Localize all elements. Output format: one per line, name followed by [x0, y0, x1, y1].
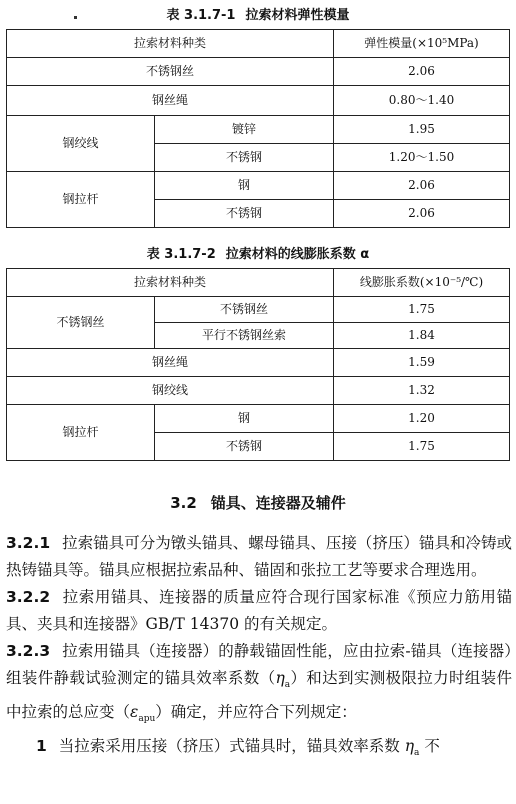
table-row: [7, 405, 510, 433]
table-row: [7, 58, 510, 86]
table-row: [7, 172, 510, 200]
thermal-expansion-table: [6, 268, 510, 461]
material-group: 钢拉杆: [7, 405, 155, 461]
eta-symbol: η: [404, 737, 415, 756]
clause-text: 拉索用锚具、连接器的质量应符合现行国家标准《预应力筋用锚具、夹具和连接器》GB/T 14370 的有关规定。: [6, 588, 512, 633]
material-subtype: 不锈钢: [155, 433, 334, 461]
material-value: 2.06: [334, 58, 510, 86]
table1-title: 拉索材料弹性模量: [245, 8, 350, 23]
clause-text-b: ）和达到实测极限拉力时组装件中拉索的总应变（: [6, 669, 512, 722]
clause-text-c: ）确定，并应符合下列规定：: [155, 703, 357, 722]
clause-3-2-1: [6, 530, 512, 584]
item-tail: 不: [419, 737, 440, 756]
material-group: 不锈钢丝: [7, 297, 155, 349]
material-value: 1.20～1.50: [334, 144, 510, 172]
material-subtype: 平行不锈钢丝索: [155, 323, 334, 349]
eta-subscript: a: [284, 680, 291, 691]
material-value: 2.06: [334, 172, 510, 200]
elastic-modulus-table: [6, 29, 510, 228]
eta-subscript: a: [414, 748, 420, 759]
clause-text: 拉索锚具可分为镦头锚具、螺母锚具、压接（挤压）锚具和冷铸或热铸锚具等。锚具应根据拉索品种、锚固和张拉工艺等要求合理选用。: [6, 534, 512, 579]
material-subtype: 钢: [155, 405, 334, 433]
table-row: [7, 116, 510, 144]
clause-text-a: 拉索用锚具（连接器）的静载锚固性能，应由拉索-锚具（连接器）组装件静载试验测定的锚具效率系数（: [6, 642, 512, 687]
header-material: 拉索材料种类: [7, 269, 334, 297]
item-number: 1: [36, 737, 47, 756]
material-group: 钢拉杆: [7, 172, 155, 228]
header-material: 拉索材料种类: [7, 30, 334, 58]
epsilon-symbol: ε: [130, 703, 139, 722]
material-value: 2.06: [334, 200, 510, 228]
material-name: 钢丝绳: [7, 86, 334, 116]
section-heading: [0, 492, 516, 513]
clause-number: 3.2.1: [6, 534, 51, 552]
material-value: 1.84: [334, 323, 510, 349]
table2-title: 拉索材料的线膨胀系数 α: [225, 247, 370, 262]
material-value: 1.20: [334, 405, 510, 433]
material-subtype: 不锈钢丝: [155, 297, 334, 323]
table1-caption: [0, 4, 516, 23]
table-row: [7, 377, 510, 405]
material-name: 不锈钢丝: [7, 58, 334, 86]
material-name: 钢丝绳: [7, 349, 334, 377]
header-value: 弹性模量(×10⁵MPa): [334, 30, 510, 58]
clause-number: 3.2.3: [6, 642, 51, 660]
material-value: 1.59: [334, 349, 510, 377]
material-subtype: 不锈钢: [155, 200, 334, 228]
clause-3-2-3: [6, 638, 512, 733]
clause-item-1: [6, 733, 512, 767]
table-row: [7, 297, 510, 323]
clause-number: 3.2.2: [6, 588, 51, 606]
table-header-row: [7, 30, 510, 58]
table-row: [7, 86, 510, 116]
table1-number: 表 3.1.7-1: [166, 8, 236, 23]
section-number: 3.2: [170, 494, 197, 512]
material-group: 钢绞线: [7, 116, 155, 172]
material-value: 1.32: [334, 377, 510, 405]
table-row: [7, 349, 510, 377]
material-subtype: 不锈钢: [155, 144, 334, 172]
table2-caption: [0, 243, 516, 262]
material-value: 1.75: [334, 297, 510, 323]
material-value: 0.80～1.40: [334, 86, 510, 116]
eta-symbol: η: [275, 669, 285, 687]
clause-3-2-2: [6, 584, 512, 638]
material-subtype: 镀锌: [155, 116, 334, 144]
header-value: 线膨胀系数(×10⁻⁵/℃): [334, 269, 510, 297]
clauses-body: [6, 530, 512, 767]
table2-number: 表 3.1.7-2: [146, 247, 216, 262]
material-name: 钢绞线: [7, 377, 334, 405]
material-value: 1.75: [334, 433, 510, 461]
epsilon-subscript: apu: [138, 714, 156, 725]
material-subtype: 钢: [155, 172, 334, 200]
table-header-row: [7, 269, 510, 297]
item-text: 当拉索采用压接（挤压）式锚具时，锚具效率系数: [58, 737, 405, 756]
section-title: 锚具、连接器及辅件: [210, 494, 346, 512]
material-value: 1.95: [334, 116, 510, 144]
